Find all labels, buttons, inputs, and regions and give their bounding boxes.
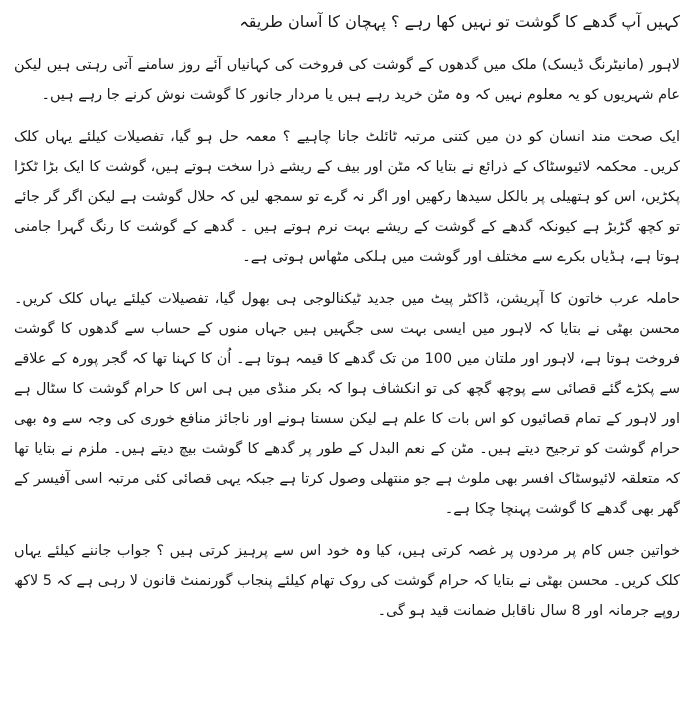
article-paragraph-new-law: خواتین جس کام پر مردوں پر غصہ کرتی ہیں، کیا وہ خود اس سے پرہیز کرتی ہیں ؟ جواب جاننے کیلئے یہاں کلک کریں۔ محسن بھٹی نے بتایا کہ حرام گوشت کی روک تھام کیلئے پنجاب گورنمنٹ قانون لا رہی ہے کہ 5 لاکھ روپے جرمانہ اور 8 سال ناقابل ضمانت قید ہو گی۔ xyxy=(14,543,680,619)
article-title: کہیں آپ گدھے کا گوشت تو نہیں کھا رہے ؟ پہچان کا آسان طریقہ xyxy=(239,12,680,31)
article-paragraph-intro: لاہور (مانیٹرنگ ڈیسک) ملک میں گدھوں کے گوشت کی فروخت کی کہانیاں آئے روز سامنے آتی رہتی ہیں لیکن عام شہریوں کو یہ معلوم نہیں کہ وہ مٹن خرید رہے ہیں یا مردار جانور کا گوشت نوش کرنے جا رہے ہیں۔ xyxy=(14,57,680,103)
article-paragraph-lahore-markets: حاملہ عرب خاتون کا آپریشن، ڈاکٹر پیٹ میں جدید ٹیکنالوجی ہی بھول گیا، تفصیلات کیلئے یہاں کلک کریں۔ محسن بھٹی نے بتایا کہ لاہور میں ایسی بہت سی جگہیں ہیں جہاں منوں کے حساب سے گدھوں کا گوشت فروخت ہوتا ہے، لاہور اور ملتان میں 100 من تک گدھے کا قیمہ ہوتا ہے۔ اُن کا کہنا تھا کہ گجر پورہ کے علاقے سے پکڑے گئے قصائی سے پوچھ گچھ کی تو انکشاف ہوا کہ بکر منڈی میں ہی اس کا حرام گوشت کا سٹال ہے اور لاہور کے تمام قصائیوں کو اس بات کا علم ہے لیکن سستا ہونے اور ناجائز منافع خوری کی وجہ سے وہ بھی حرام گوشت کو ترجیح دیتے ہیں۔ مٹن کے نعم البدل کے طور پر گدھے کا گوشت بیچ دیتے ہیں۔ ملزم نے بتایا تھا کہ متعلقہ لائیوسٹاک افسر بھی ملوث ہے جو منتھلی وصول کرتا ہے جبکہ یہی قصائی کئی مرتبہ اسی آفیسر کے گھر بھی گدھے کا گوشت پہنچا چکا ہے۔ xyxy=(14,291,680,517)
article-paragraph-identification: ایک صحت مند انسان کو دن میں کتنی مرتبہ ٹائلٹ جانا چاہیے ؟ معمہ حل ہو گیا، تفصیلات کیلئے یہاں کلک کریں۔ محکمہ لائیوسٹاک کے ذرائع نے بتایا کہ مٹن اور بیف کے ریشے ذرا سخت ہوتے ہیں، گوشت کا ایک بڑا ٹکڑا پکڑیں، اس کو ہتھیلی پر بالکل سیدھا رکھیں اور اگر نہ گرے تو سمجھ لیں کہ حلال گوشت ہے لیکن اگر گر جائے تو کچھ گڑبڑ ہے کیونکہ گدھے کے گوشت کے ریشے بہت نرم ہوتے ہیں ۔ گدھے کے گوشت کا رنگ گہرا جامنی ہوتا ہے، ہڈیاں بکرے سے مختلف اور گوشت میں ہلکی مٹھاس ہوتی ہے۔ xyxy=(14,129,680,265)
